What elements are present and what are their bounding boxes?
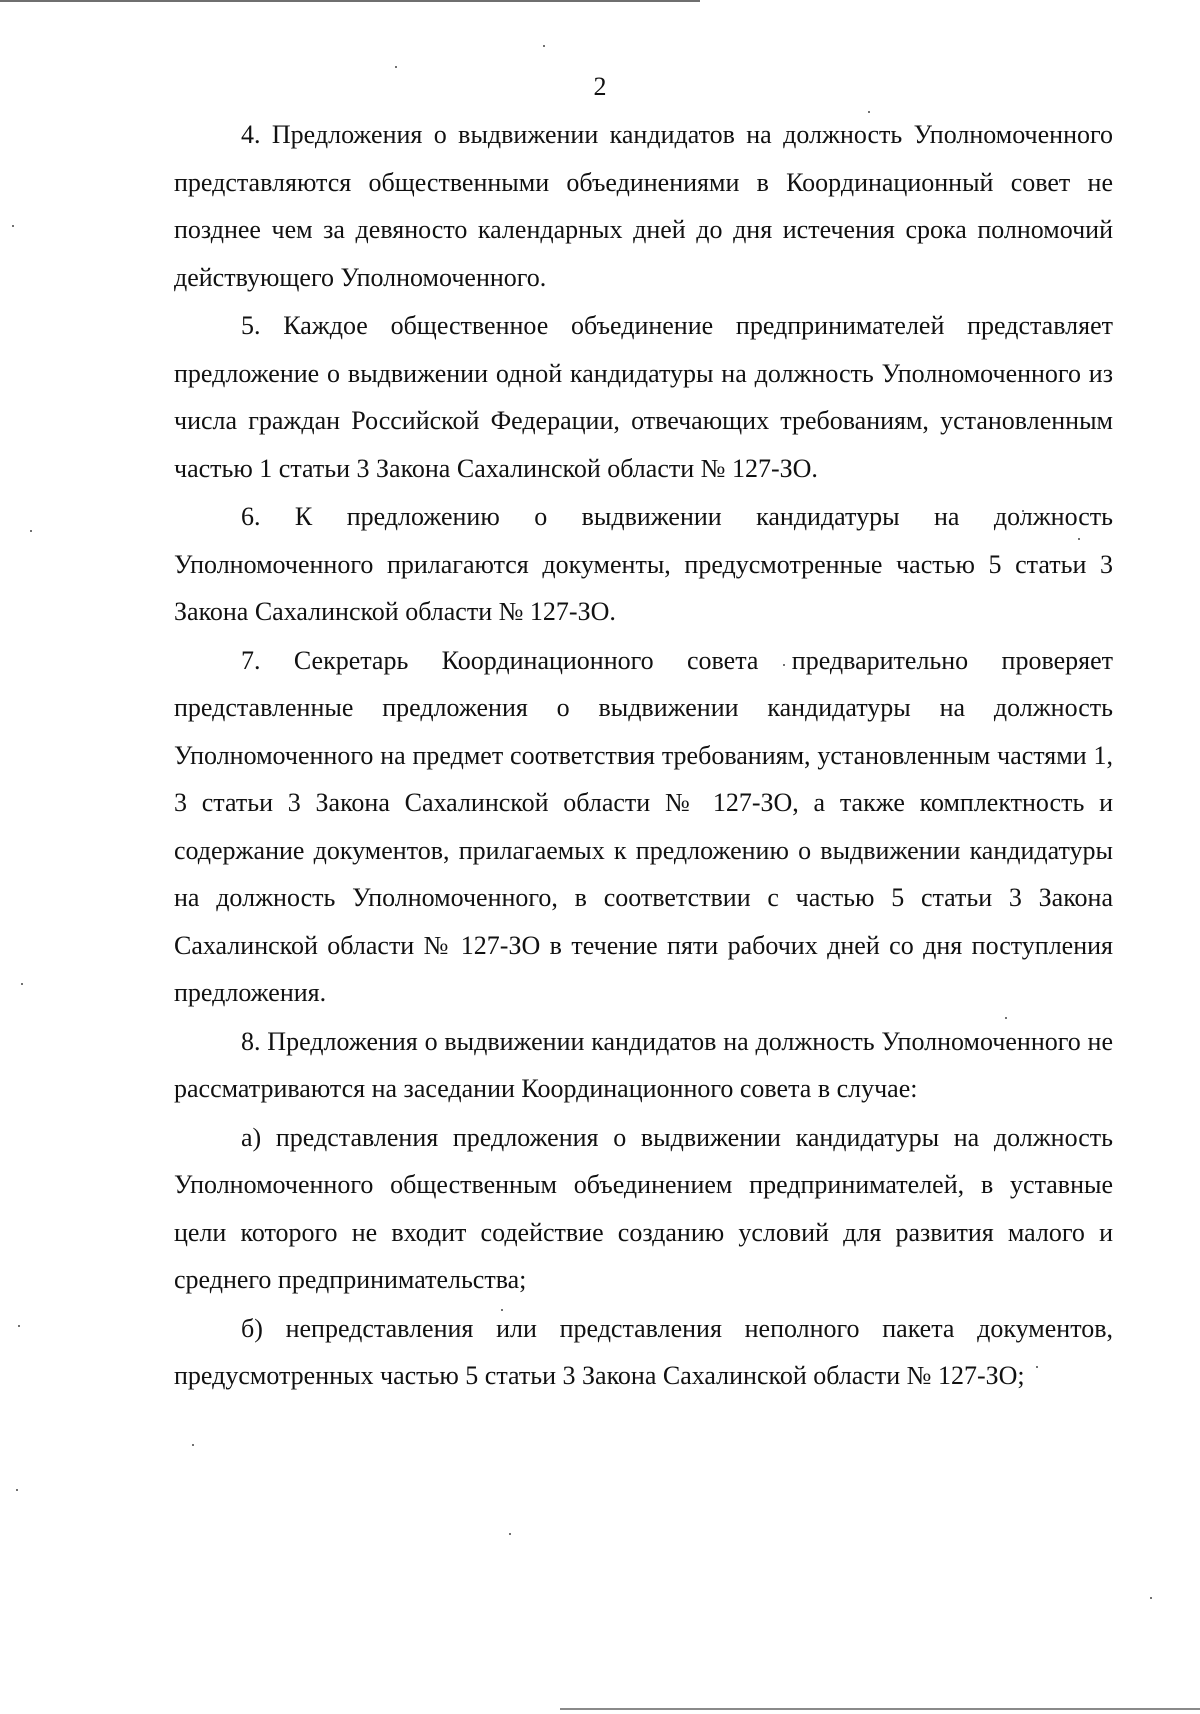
scan-edge-top: [0, 0, 700, 2]
paragraph-5: 5. Каждое общественное объединение предпринимателей представляет предложение о выдвижении одной кандидатуры на должность Уполномоченного из числа граждан Российской Федерации, отвечающих требованиям, установленным частью 1 статьи 3 Закона Сахалинской области № 127-ЗО.: [174, 311, 1113, 483]
scan-speck: [12, 225, 14, 227]
subparagraph-b: б) непредставления или представления неполного пакета документов, предусмотренных частью 5 статьи 3 Закона Сахалинской области № 127-ЗО;: [174, 1313, 1113, 1390]
scan-speck: [21, 983, 23, 985]
paragraph-4: 4. Предложения о выдвижении кандидатов на должность Уполномоченного представляются общественными объединениями в Координационный совет не позднее чем за девяносто календарных дней до дня истечения срока полномочий действующего Уполномоченного.: [174, 120, 1113, 292]
scan-speck: [1150, 1597, 1152, 1599]
scan-speck: [192, 1444, 194, 1446]
scan-speck: [16, 1489, 18, 1491]
paragraph-6: 6. К предложению о выдвижении кандидатуры на должность Уполномоченного прилагаются документы, предусмотренные частью 5 статьи 3 Закона Сахалинской области № 127-ЗО.: [174, 502, 1113, 626]
scan-edge-bottom: [560, 1708, 1200, 1710]
page-number: 2: [593, 72, 607, 101]
paragraph-8: 8. Предложения о выдвижении кандидатов на должность Уполномоченного не рассматриваются на заседании Координационного совета в случае:: [174, 1026, 1113, 1103]
scan-speck: [509, 1533, 511, 1535]
paragraph-7: 7. Секретарь Координационного совета предварительно проверяет представленные предложения о выдвижении кандидатуры на должность Уполномоченного на предмет соответствия требованиям, установленным частями 1, 3 статьи 3 Закона Сахалинской области № 127-ЗО, а также комплектность и содержание документов, прилагаемых к предложению о выдвижении кандидатуры на должность Уполномоченного, в соответствии с частью 5 статьи 3 Закона Сахалинской области № 127-ЗО в течение пяти рабочих дней со дня поступления предложения.: [174, 645, 1113, 1007]
subparagraph-a: а) представления предложения о выдвижении кандидатуры на должность Уполномоченного общественным объединением предпринимателей, в уставные цели которого не входит содействие созданию условий для развития малого и среднего предпринимательства;: [174, 1122, 1113, 1294]
scan-speck: [30, 530, 32, 532]
scan-speck: [543, 45, 545, 47]
scan-speck: [18, 1325, 20, 1327]
document-body: [174, 111, 1113, 1400]
